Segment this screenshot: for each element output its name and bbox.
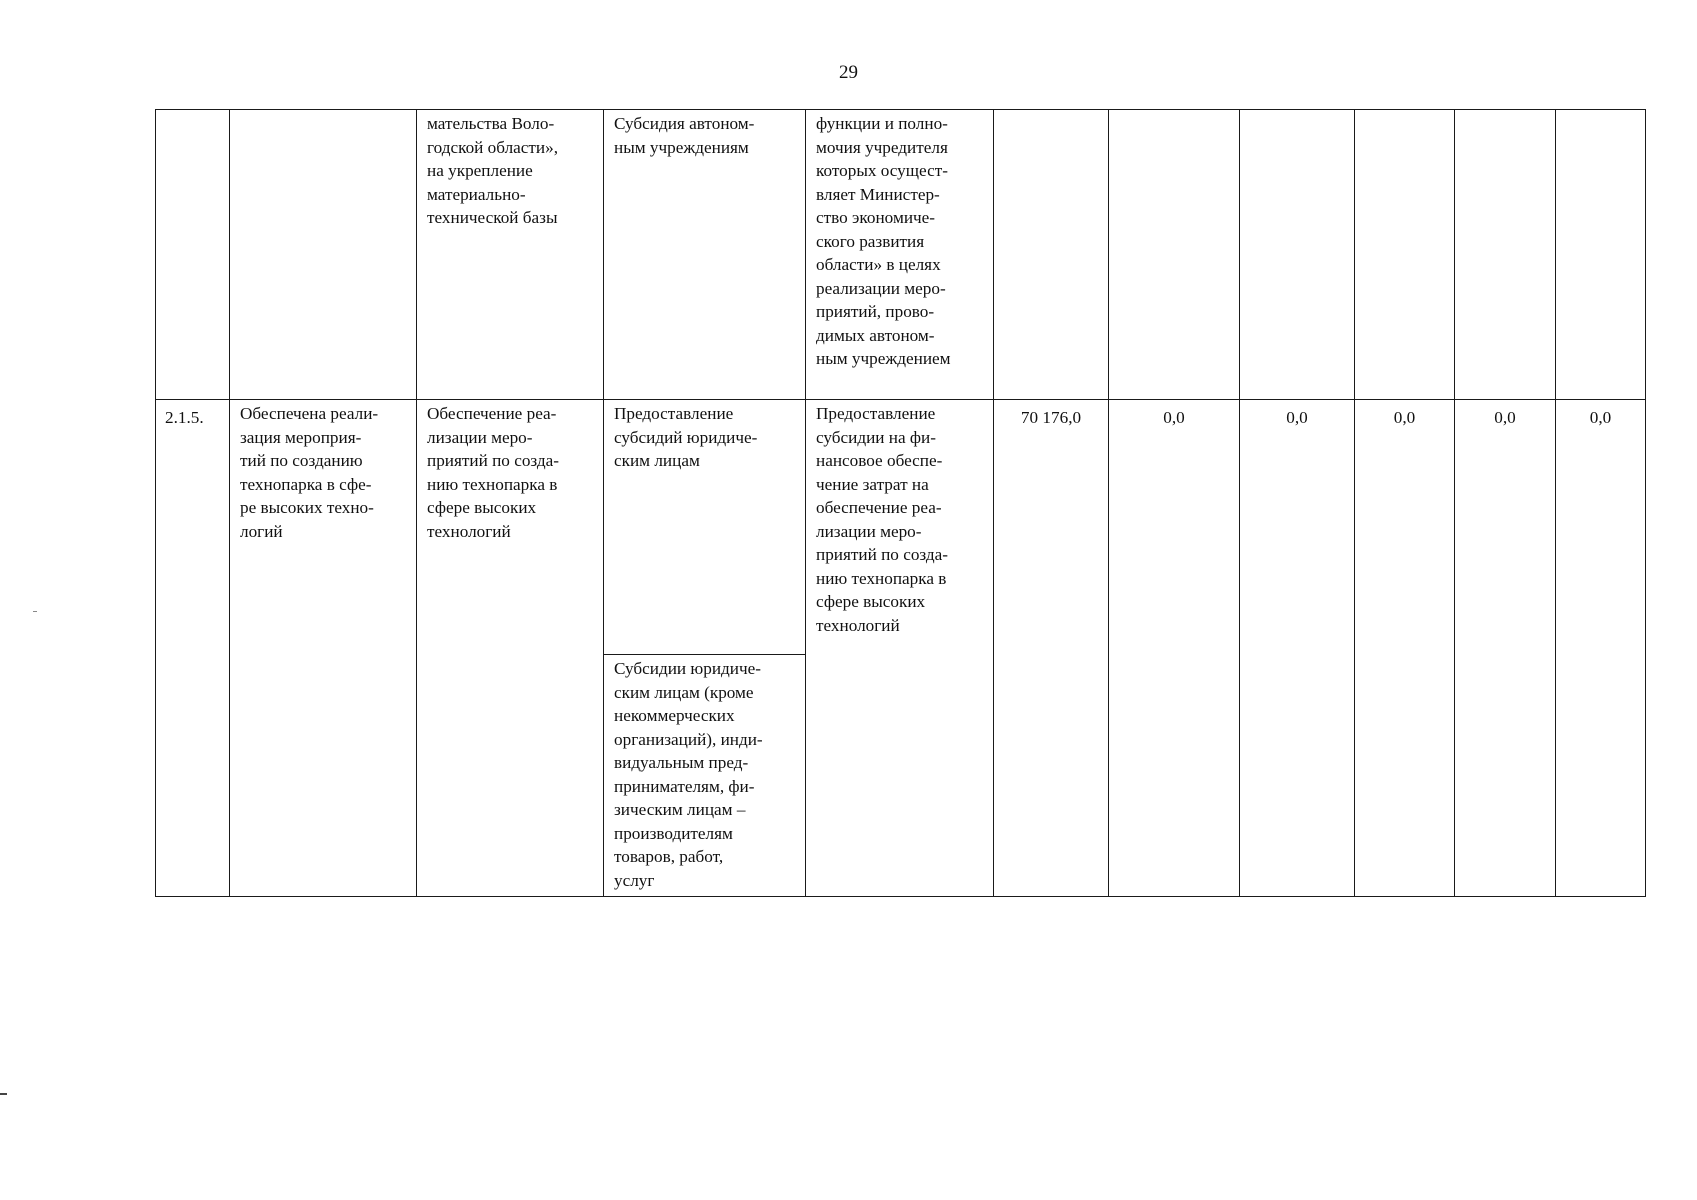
value-cell: 70 176,0 (994, 400, 1109, 897)
item-purpose-cell: Предоставление субсидии на фи- нансовое обеспе- чение затрат на обеспечение реа- лизации меро- приятий по созда- нию технопарка в сфере высоких технологий (806, 400, 994, 897)
item-expense-subtype-cell: Субсидии юридиче- ским лицам (кроме некоммерческих организаций), инди- видуальным пред- принимателям, фи- зическим лицам – производителям товаров, работ, услуг (604, 655, 806, 897)
continuation-expense-type-cell: Субсидия автоном- ным учреждениям (604, 110, 806, 400)
item-measure-cell: Обеспечение реа- лизации меро- приятий по созда- нию технопарка в сфере высоких технологий (417, 400, 604, 897)
item-result-cell: Обеспечена реали- зация мероприя- тий по созданию технопарка в сфе- ре высоких техно- логий (230, 400, 417, 897)
item-number-cell: 2.1.5. (156, 400, 230, 897)
cell-empty (230, 110, 417, 400)
value-cell: 0,0 (1355, 400, 1455, 897)
item-expense-type-cell: Предоставление субсидий юридиче- ским лицам (604, 400, 806, 655)
cell-empty (156, 110, 230, 400)
value-cell: 0,0 (1109, 400, 1240, 897)
cell-empty (1109, 110, 1240, 400)
item-row (156, 400, 1646, 655)
cell-empty (1556, 110, 1646, 400)
scan-artifact (0, 1093, 7, 1095)
page-number: 29 (839, 62, 858, 83)
budget-table (155, 109, 1646, 897)
scan-artifact (33, 611, 37, 612)
cell-empty (994, 110, 1109, 400)
value-cell: 0,0 (1455, 400, 1556, 897)
continuation-purpose-cell: функции и полно- мочия учредителя которых осущест- вляет Министер- ство экономиче- ского развития области» в целях реализации меро- приятий, прово- димых автоном- ным учреждением (806, 110, 994, 400)
cell-empty (1455, 110, 1556, 400)
cell-empty (1355, 110, 1455, 400)
value-cell: 0,0 (1556, 400, 1646, 897)
value-cell: 0,0 (1240, 400, 1355, 897)
continuation-measure-cell: мательства Воло- годской области», на укрепление материально- технической базы (417, 110, 604, 400)
continuation-row (156, 110, 1646, 400)
cell-empty (1240, 110, 1355, 400)
